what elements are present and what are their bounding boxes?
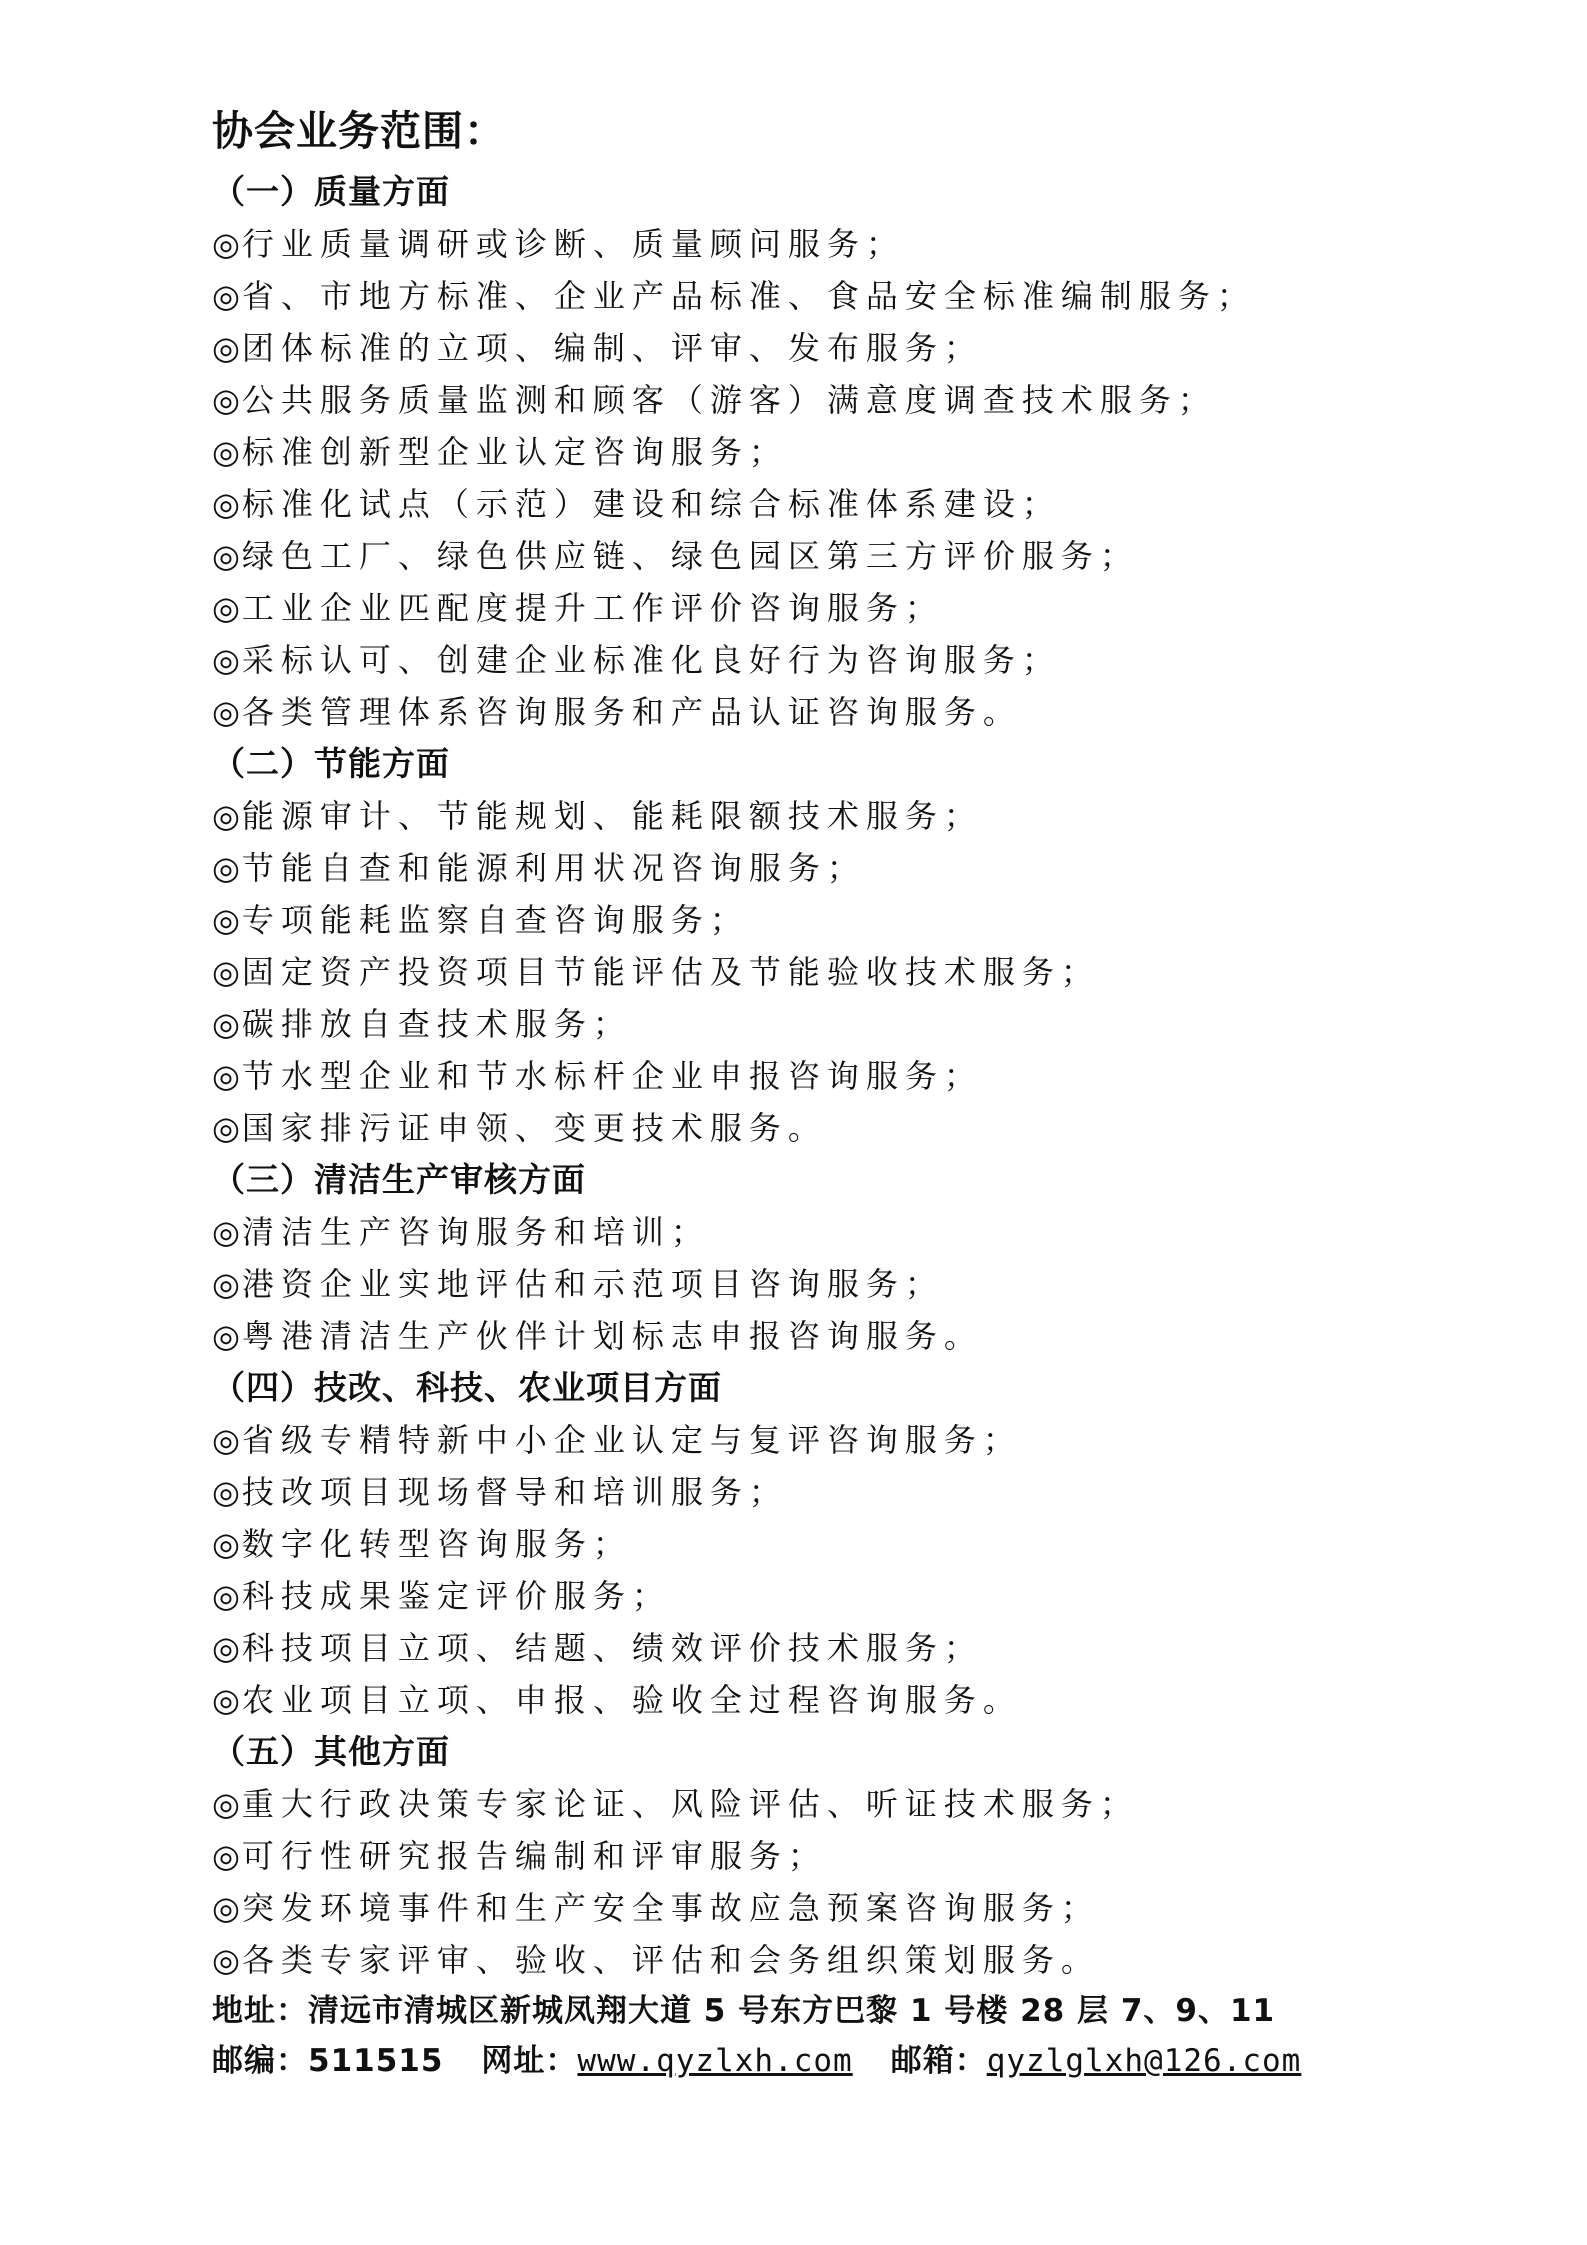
bullet-icon: ◎ <box>212 953 240 991</box>
list-item-text: 农业项目立项、申报、验收全过程咨询服务。 <box>241 1681 1022 1719</box>
bullet-icon: ◎ <box>212 1785 240 1823</box>
bullet-icon: ◎ <box>212 641 240 679</box>
list-item-text: 固定资产投资项目节能评估及节能验收技术服务； <box>241 953 1100 991</box>
list-item <box>212 1050 1512 1102</box>
bullet-icon: ◎ <box>212 693 240 731</box>
bullet-icon: ◎ <box>212 1577 240 1615</box>
bullet-icon: ◎ <box>212 1837 240 1875</box>
bullet-icon: ◎ <box>212 1057 240 1095</box>
bullet-icon: ◎ <box>212 1213 240 1251</box>
bullet-icon: ◎ <box>212 433 240 471</box>
email-link[interactable]: qyzlglxh@126.com <box>986 2043 1302 2079</box>
list-item <box>212 1882 1512 1934</box>
list-item-text: 可行性研究报告编制和评审服务； <box>241 1837 827 1875</box>
list-item <box>212 634 1512 686</box>
bullet-icon: ◎ <box>212 1889 240 1927</box>
bullet-icon: ◎ <box>212 225 240 263</box>
list-item <box>212 426 1512 478</box>
list-item-text: 技改项目现场督导和培训服务； <box>241 1473 788 1511</box>
list-item <box>212 686 1512 738</box>
list-item-text: 碳排放自查技术服务； <box>241 1005 632 1043</box>
list-item-text: 粤港清洁生产伙伴计划标志申报咨询服务。 <box>241 1317 983 1355</box>
bullet-icon: ◎ <box>212 277 240 315</box>
list-item <box>212 894 1512 946</box>
list-item-text: 港资企业实地评估和示范项目咨询服务； <box>241 1265 944 1303</box>
list-item-text: 各类专家评审、验收、评估和会务组织策划服务。 <box>241 1941 1100 1979</box>
list-item <box>212 1310 1512 1362</box>
list-item <box>212 1674 1512 1726</box>
bullet-icon: ◎ <box>212 1629 240 1667</box>
list-item-text: 节能自查和能源利用状况咨询服务； <box>241 849 866 887</box>
bullet-icon: ◎ <box>212 1941 240 1979</box>
list-item <box>212 1258 1512 1310</box>
section-heading: （四）技改、科技、农业项目方面 <box>212 1368 722 1407</box>
email-label: 邮箱： <box>890 2043 987 2079</box>
list-item <box>212 218 1512 270</box>
list-item-text: 能源审计、节能规划、能耗限额技术服务； <box>241 797 983 835</box>
bullet-icon: ◎ <box>212 381 240 419</box>
list-item-text: 行业质量调研或诊断、质量顾问服务； <box>241 225 905 263</box>
document-page <box>212 100 1512 2086</box>
list-item <box>212 1830 1512 1882</box>
list-item-text: 各类管理体系咨询服务和产品认证咨询服务。 <box>241 693 1022 731</box>
list-item-text: 团体标准的立项、编制、评审、发布服务； <box>241 329 983 367</box>
list-item <box>212 1466 1512 1518</box>
bullet-icon: ◎ <box>212 1681 240 1719</box>
bullet-icon: ◎ <box>212 329 240 367</box>
postcode-label: 邮编： <box>212 2043 308 2079</box>
bullet-icon: ◎ <box>212 1265 240 1303</box>
list-item <box>212 374 1512 426</box>
list-item <box>212 1778 1512 1830</box>
list-item-text: 重大行政决策专家论证、风险评估、听证技术服务； <box>241 1785 1139 1823</box>
list-item <box>212 1414 1512 1466</box>
bullet-icon: ◎ <box>212 1005 240 1043</box>
list-item <box>212 270 1512 322</box>
list-item <box>212 1622 1512 1674</box>
list-item-text: 专项能耗监察自查咨询服务； <box>241 901 749 939</box>
list-item-text: 标准创新型企业认定咨询服务； <box>241 433 788 471</box>
bullet-icon: ◎ <box>212 1421 240 1459</box>
list-item <box>212 842 1512 894</box>
bullet-icon: ◎ <box>212 1473 240 1511</box>
section-heading: （三）清洁生产审核方面 <box>212 1160 586 1199</box>
footer-contact <box>212 2036 1512 2086</box>
website-link[interactable]: www.qyzlxh.com <box>577 2043 853 2079</box>
list-item-text: 绿色工厂、绿色供应链、绿色园区第三方评价服务； <box>241 537 1139 575</box>
bullet-icon: ◎ <box>212 1109 240 1147</box>
list-item <box>212 1934 1512 1986</box>
list-item-text: 节水型企业和节水标杆企业申报咨询服务； <box>241 1057 983 1095</box>
list-item-text: 省级专精特新中小企业认定与复评咨询服务； <box>241 1421 1022 1459</box>
list-item <box>212 1206 1512 1258</box>
footer-address: 地址：清远市清城区新城凤翔大道 5 号东方巴黎 1 号楼 28 层 7、9、11 <box>212 1993 1276 2029</box>
list-item-text: 清洁生产咨询服务和培训； <box>241 1213 710 1251</box>
list-item-text: 数字化转型咨询服务； <box>241 1525 632 1563</box>
bullet-icon: ◎ <box>212 485 240 523</box>
list-item-text: 科技成果鉴定评价服务； <box>241 1577 671 1615</box>
section-heading: （二）节能方面 <box>212 744 450 783</box>
list-item <box>212 790 1512 842</box>
document-title: 协会业务范围： <box>212 107 506 155</box>
bullet-icon: ◎ <box>212 589 240 627</box>
list-item-text: 工业企业匹配度提升工作评价咨询服务； <box>241 589 944 627</box>
list-item <box>212 322 1512 374</box>
bullet-icon: ◎ <box>212 901 240 939</box>
list-item <box>212 998 1512 1050</box>
bullet-icon: ◎ <box>212 1525 240 1563</box>
section-heading: （一）质量方面 <box>212 172 450 211</box>
list-item <box>212 946 1512 998</box>
list-item <box>212 1102 1512 1154</box>
list-item-text: 突发环境事件和生产安全事故应急预案咨询服务； <box>241 1889 1100 1927</box>
list-item-text: 标准化试点（示范）建设和综合标准体系建设； <box>241 485 1061 523</box>
bullet-icon: ◎ <box>212 797 240 835</box>
list-item <box>212 1518 1512 1570</box>
list-item <box>212 1570 1512 1622</box>
list-item <box>212 530 1512 582</box>
website-label: 网址： <box>481 2043 578 2079</box>
list-item-text: 采标认可、创建企业标准化良好行为咨询服务； <box>241 641 1061 679</box>
list-item <box>212 478 1512 530</box>
list-item-text: 公共服务质量监测和顾客（游客）满意度调查技术服务； <box>241 381 1217 419</box>
list-item-text: 国家排污证申领、变更技术服务。 <box>241 1109 827 1147</box>
list-item <box>212 582 1512 634</box>
section-heading: （五）其他方面 <box>212 1732 450 1771</box>
postcode-value: 511515 <box>308 2043 444 2079</box>
bullet-icon: ◎ <box>212 1317 240 1355</box>
list-item-text: 科技项目立项、结题、绩效评价技术服务； <box>241 1629 983 1667</box>
sections-container <box>212 166 1512 1986</box>
bullet-icon: ◎ <box>212 849 240 887</box>
list-item-text: 省、市地方标准、企业产品标准、食品安全标准编制服务； <box>241 277 1256 315</box>
bullet-icon: ◎ <box>212 537 240 575</box>
